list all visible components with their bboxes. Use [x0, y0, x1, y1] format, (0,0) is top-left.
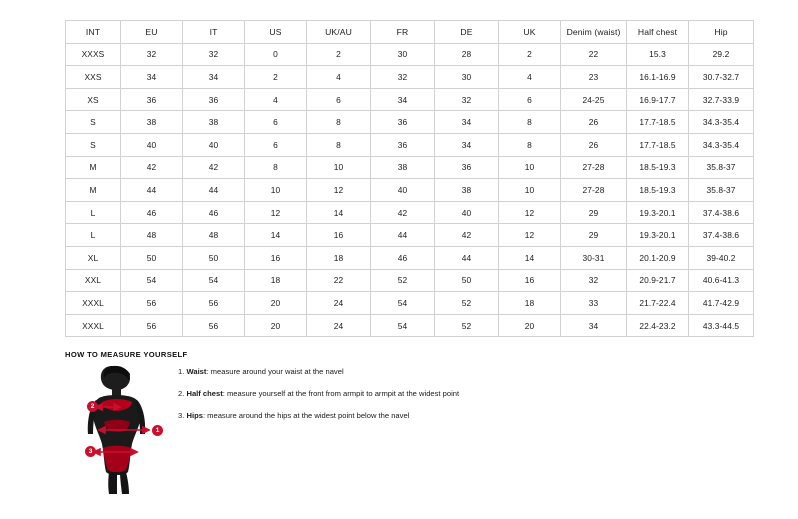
- cell-denim-waist: 23: [561, 66, 627, 89]
- cell-half-chest: 18.5-19.3: [627, 179, 689, 202]
- measure-item-text: : measure yourself at the front from armpit to armpit at the widest point: [222, 389, 460, 398]
- cell-half-chest: 18.5-19.3: [627, 156, 689, 179]
- cell-half-chest: 20.1-20.9: [627, 246, 689, 269]
- column-header-denim-waist: Denim (waist): [561, 21, 627, 44]
- cell-fr: 40: [371, 179, 435, 202]
- measure-item-number: 3.: [178, 411, 185, 420]
- cell-hip: 34.3-35.4: [689, 133, 754, 156]
- cell-us: 8: [245, 156, 307, 179]
- cell-eu: 50: [121, 246, 183, 269]
- cell-hip: 39-40.2: [689, 246, 754, 269]
- table-header-row: [66, 21, 754, 44]
- cell-uk: 2: [499, 43, 561, 66]
- table-body: [66, 43, 754, 337]
- cell-de: 42: [435, 224, 499, 247]
- measure-item-term: Hips: [186, 411, 203, 420]
- table-row: [66, 314, 754, 337]
- cell-denim-waist: 30-31: [561, 246, 627, 269]
- cell-denim-waist: 22: [561, 43, 627, 66]
- cell-de: 34: [435, 133, 499, 156]
- cell-half-chest: 22.4-23.2: [627, 314, 689, 337]
- cell-us: 2: [245, 66, 307, 89]
- cell-eu: 44: [121, 179, 183, 202]
- cell-half-chest: 17.7-18.5: [627, 111, 689, 134]
- how-to-measure-title: HOW TO MEASURE YOURSELF: [65, 350, 188, 359]
- cell-eu: 46: [121, 201, 183, 224]
- cell-it: 48: [183, 224, 245, 247]
- cell-uk: 12: [499, 224, 561, 247]
- cell-hip: 37.4-38.6: [689, 224, 754, 247]
- table-row: [66, 66, 754, 89]
- cell-fr: 54: [371, 292, 435, 315]
- cell-uk-au: 14: [307, 201, 371, 224]
- cell-uk-au: 22: [307, 269, 371, 292]
- cell-fr: 30: [371, 43, 435, 66]
- cell-de: 32: [435, 88, 499, 111]
- cell-uk-au: 16: [307, 224, 371, 247]
- cell-fr: 38: [371, 156, 435, 179]
- cell-hip: 40.6-41.3: [689, 269, 754, 292]
- cell-us: 12: [245, 201, 307, 224]
- cell-hip: 43.3-44.5: [689, 314, 754, 337]
- cell-us: 4: [245, 88, 307, 111]
- cell-uk: 6: [499, 88, 561, 111]
- cell-it: 34: [183, 66, 245, 89]
- cell-us: 20: [245, 314, 307, 337]
- measure-item-text: : measure around your waist at the navel: [206, 367, 344, 376]
- measure-marker-2: 2: [87, 401, 98, 412]
- cell-int: S: [66, 111, 121, 134]
- cell-us: 14: [245, 224, 307, 247]
- table-row: [66, 133, 754, 156]
- cell-int: L: [66, 201, 121, 224]
- cell-int: XS: [66, 88, 121, 111]
- table-row: [66, 201, 754, 224]
- cell-hip: 37.4-38.6: [689, 201, 754, 224]
- cell-fr: 34: [371, 88, 435, 111]
- cell-denim-waist: 29: [561, 201, 627, 224]
- table-row: [66, 269, 754, 292]
- cell-denim-waist: 27-28: [561, 179, 627, 202]
- column-header-eu: EU: [121, 21, 183, 44]
- column-header-hip: Hip: [689, 21, 754, 44]
- column-header-it: IT: [183, 21, 245, 44]
- cell-fr: 32: [371, 66, 435, 89]
- cell-eu: 38: [121, 111, 183, 134]
- cell-denim-waist: 33: [561, 292, 627, 315]
- cell-eu: 34: [121, 66, 183, 89]
- cell-uk-au: 12: [307, 179, 371, 202]
- cell-uk: 16: [499, 269, 561, 292]
- cell-eu: 54: [121, 269, 183, 292]
- cell-de: 38: [435, 179, 499, 202]
- cell-it: 46: [183, 201, 245, 224]
- cell-de: 30: [435, 66, 499, 89]
- cell-us: 6: [245, 111, 307, 134]
- cell-uk-au: 10: [307, 156, 371, 179]
- cell-it: 50: [183, 246, 245, 269]
- cell-it: 38: [183, 111, 245, 134]
- cell-uk: 12: [499, 201, 561, 224]
- cell-denim-waist: 26: [561, 133, 627, 156]
- cell-fr: 36: [371, 111, 435, 134]
- cell-denim-waist: 29: [561, 224, 627, 247]
- cell-de: 50: [435, 269, 499, 292]
- cell-hip: 35.8-37: [689, 156, 754, 179]
- table-row: [66, 224, 754, 247]
- cell-us: 18: [245, 269, 307, 292]
- cell-de: 34: [435, 111, 499, 134]
- size-chart-table: [65, 20, 754, 337]
- cell-eu: 42: [121, 156, 183, 179]
- cell-hip: 32.7-33.9: [689, 88, 754, 111]
- cell-denim-waist: 27-28: [561, 156, 627, 179]
- cell-de: 52: [435, 314, 499, 337]
- list-item: [178, 410, 598, 421]
- cell-eu: 36: [121, 88, 183, 111]
- cell-hip: 35.8-37: [689, 179, 754, 202]
- table-header: [66, 21, 754, 44]
- cell-it: 42: [183, 156, 245, 179]
- column-header-uk-au: UK/AU: [307, 21, 371, 44]
- cell-hip: 41.7-42.9: [689, 292, 754, 315]
- cell-denim-waist: 32: [561, 269, 627, 292]
- measure-instructions-list: [178, 366, 598, 432]
- column-header-half-chest: Half chest: [627, 21, 689, 44]
- cell-uk-au: 4: [307, 66, 371, 89]
- cell-denim-waist: 34: [561, 314, 627, 337]
- cell-half-chest: 20.9-21.7: [627, 269, 689, 292]
- cell-us: 10: [245, 179, 307, 202]
- cell-uk: 10: [499, 156, 561, 179]
- cell-half-chest: 19.3-20.1: [627, 201, 689, 224]
- cell-int: XXXS: [66, 43, 121, 66]
- cell-us: 0: [245, 43, 307, 66]
- cell-us: 6: [245, 133, 307, 156]
- cell-de: 36: [435, 156, 499, 179]
- cell-int: XL: [66, 246, 121, 269]
- cell-it: 56: [183, 292, 245, 315]
- cell-uk: 20: [499, 314, 561, 337]
- cell-half-chest: 21.7-22.4: [627, 292, 689, 315]
- cell-fr: 54: [371, 314, 435, 337]
- table-row: [66, 43, 754, 66]
- cell-uk: 8: [499, 111, 561, 134]
- cell-eu: 40: [121, 133, 183, 156]
- cell-eu: 56: [121, 314, 183, 337]
- cell-half-chest: 15.3: [627, 43, 689, 66]
- cell-de: 40: [435, 201, 499, 224]
- measure-item-text: : measure around the hips at the widest point below the navel: [202, 411, 410, 420]
- cell-uk: 10: [499, 179, 561, 202]
- column-header-de: DE: [435, 21, 499, 44]
- cell-half-chest: 17.7-18.5: [627, 133, 689, 156]
- cell-eu: 48: [121, 224, 183, 247]
- cell-int: M: [66, 179, 121, 202]
- cell-it: 32: [183, 43, 245, 66]
- column-header-us: US: [245, 21, 307, 44]
- measurement-figure: [60, 364, 180, 494]
- cell-int: XXXL: [66, 314, 121, 337]
- cell-int: XXXL: [66, 292, 121, 315]
- cell-denim-waist: 24-25: [561, 88, 627, 111]
- cell-int: XXS: [66, 66, 121, 89]
- cell-uk-au: 2: [307, 43, 371, 66]
- table-row: [66, 156, 754, 179]
- cell-uk: 4: [499, 66, 561, 89]
- list-item: [178, 366, 598, 377]
- cell-de: 52: [435, 292, 499, 315]
- measure-item-number: 2.: [178, 389, 185, 398]
- cell-us: 20: [245, 292, 307, 315]
- cell-uk-au: 8: [307, 111, 371, 134]
- cell-uk-au: 18: [307, 246, 371, 269]
- cell-fr: 42: [371, 201, 435, 224]
- cell-it: 40: [183, 133, 245, 156]
- cell-int: XXL: [66, 269, 121, 292]
- cell-fr: 46: [371, 246, 435, 269]
- cell-it: 54: [183, 269, 245, 292]
- list-item: [178, 388, 598, 399]
- table-row: [66, 111, 754, 134]
- table-row: [66, 246, 754, 269]
- cell-eu: 56: [121, 292, 183, 315]
- cell-denim-waist: 26: [561, 111, 627, 134]
- cell-de: 28: [435, 43, 499, 66]
- table-row: [66, 88, 754, 111]
- cell-fr: 36: [371, 133, 435, 156]
- cell-half-chest: 16.1-16.9: [627, 66, 689, 89]
- cell-uk-au: 6: [307, 88, 371, 111]
- table-row: [66, 292, 754, 315]
- cell-uk: 14: [499, 246, 561, 269]
- table-row: [66, 179, 754, 202]
- cell-hip: 34.3-35.4: [689, 111, 754, 134]
- column-header-uk: UK: [499, 21, 561, 44]
- cell-it: 56: [183, 314, 245, 337]
- cell-int: L: [66, 224, 121, 247]
- measure-marker-1: 1: [152, 425, 163, 436]
- cell-hip: 30.7-32.7: [689, 66, 754, 89]
- cell-uk: 18: [499, 292, 561, 315]
- cell-uk: 8: [499, 133, 561, 156]
- cell-de: 44: [435, 246, 499, 269]
- cell-uk-au: 8: [307, 133, 371, 156]
- measure-item-number: 1.: [178, 367, 185, 376]
- measure-item-term: Waist: [186, 367, 207, 376]
- cell-eu: 32: [121, 43, 183, 66]
- cell-half-chest: 16.9-17.7: [627, 88, 689, 111]
- measure-marker-3: 3: [85, 446, 96, 457]
- cell-uk-au: 24: [307, 292, 371, 315]
- cell-us: 16: [245, 246, 307, 269]
- cell-int: S: [66, 133, 121, 156]
- cell-half-chest: 19.3-20.1: [627, 224, 689, 247]
- measure-item-term: Half chest: [186, 389, 223, 398]
- cell-uk-au: 24: [307, 314, 371, 337]
- cell-fr: 44: [371, 224, 435, 247]
- cell-int: M: [66, 156, 121, 179]
- cell-it: 36: [183, 88, 245, 111]
- column-header-int: INT: [66, 21, 121, 44]
- size-chart-table-container: [65, 20, 740, 337]
- cell-fr: 52: [371, 269, 435, 292]
- cell-it: 44: [183, 179, 245, 202]
- column-header-fr: FR: [371, 21, 435, 44]
- cell-hip: 29.2: [689, 43, 754, 66]
